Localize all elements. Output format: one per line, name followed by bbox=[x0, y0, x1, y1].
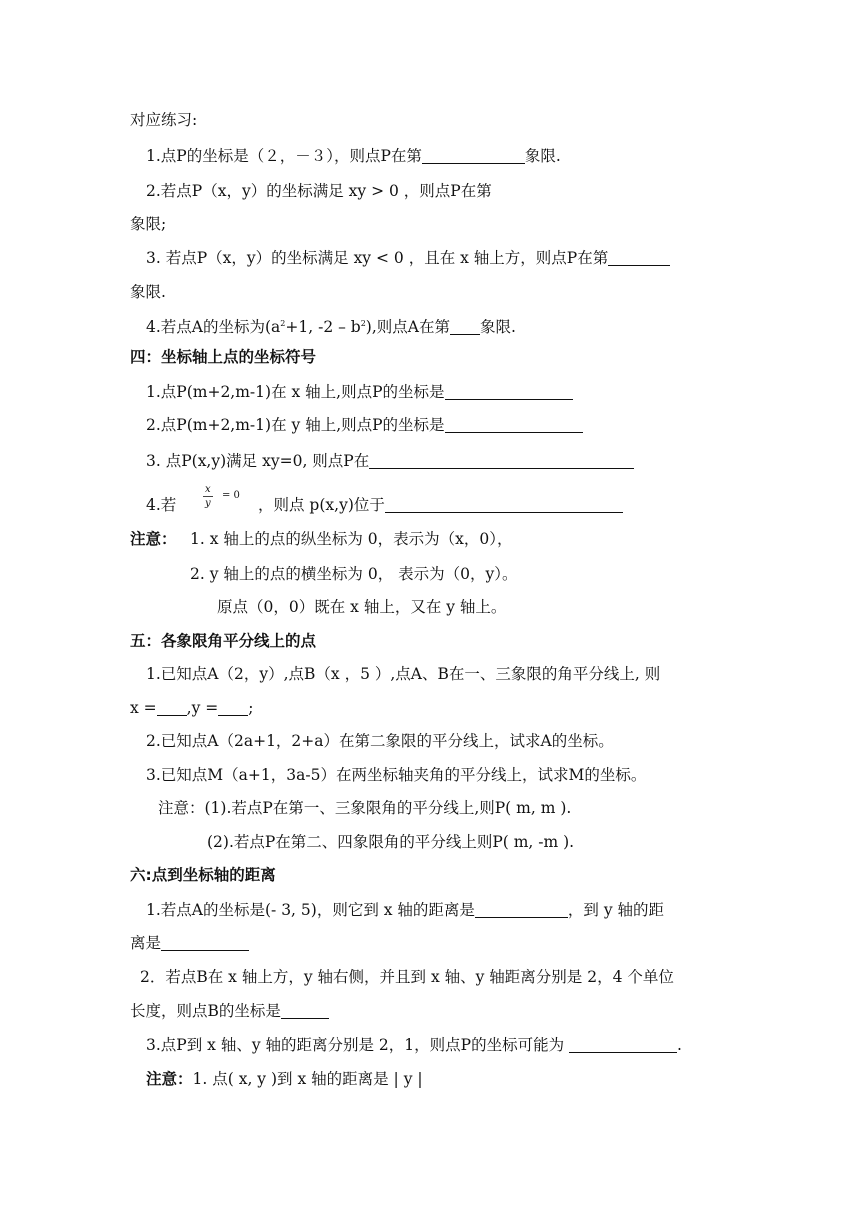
fraction-bar bbox=[203, 496, 213, 497]
s6-q2-line-2: 长度，则点B的坐标是 bbox=[130, 1000, 329, 1022]
practice-heading: 对应练习: bbox=[130, 111, 198, 129]
answer-blank[interactable] bbox=[281, 1002, 329, 1019]
section-4-title: 四：坐标轴上点的坐标符号 bbox=[130, 348, 317, 366]
practice-q3-tail: 象限. bbox=[130, 283, 166, 301]
s6-q3: 3.点P到 x 轴、y 轴的距离分别是 2，1，则点P的坐标可能为 . bbox=[146, 1036, 682, 1054]
s6-q2: 2．若点B在 x 轴上方，y 轴右侧，并且到 x 轴、y 轴距离分别是 2，4 个单位 bbox=[140, 968, 674, 986]
s5-note-2: (2).若点P在第二、四象限角的平分线上则P( m, -m ). bbox=[207, 833, 575, 851]
note-1-line-2: 2. y 轴上的点的横坐标为 0， 表示为（0，y）。 bbox=[190, 565, 518, 583]
practice-q3: 3. 若点P（x，y）的坐标满足 xy < 0 ，且在 x 轴上方，则点P在第 bbox=[146, 247, 670, 269]
s5-q3: 3.已知点M（a+1，3a-5）在两坐标轴夹角的平分线上，试求M的坐标。 bbox=[146, 766, 647, 784]
answer-blank[interactable] bbox=[608, 249, 670, 266]
note-1-line-1: 1. x 轴上的点的纵坐标为 0，表示为（x，0）， bbox=[190, 530, 513, 548]
answer-blank[interactable] bbox=[475, 901, 568, 918]
s6-q1-line-2: 离是 bbox=[130, 932, 249, 954]
section-6-title: 六:点到坐标轴的距离 bbox=[130, 866, 276, 884]
answer-blank[interactable] bbox=[157, 699, 187, 716]
s4-q4: ，则点 p(x,y)位于 bbox=[258, 494, 623, 516]
answer-blank[interactable] bbox=[369, 452, 634, 469]
note-1-label: 注意： bbox=[130, 530, 177, 548]
s4-q2: 2.点P(m+2,m-1)在 y 轴上,则点P的坐标是 bbox=[146, 414, 583, 436]
fraction-numerator: x bbox=[205, 484, 211, 495]
section-5-title: 五：各象限角平分线上的点 bbox=[130, 632, 317, 650]
s6-note: 注意：1. 点( x, y )到 x 轴的距离是 | y | bbox=[146, 1070, 423, 1088]
practice-q4: 4.若点A的坐标为($a^2+1$, $-2 - b^2$),则点A在第 象限. bbox=[146, 318, 516, 336]
fraction-equals: = 0 bbox=[222, 490, 240, 501]
fraction-denominator: y bbox=[205, 498, 211, 509]
s4-q4-pre: 4.若 bbox=[146, 496, 177, 514]
note-1-line-3: 原点（0，0）既在 x 轴上，又在 y 轴上。 bbox=[217, 598, 507, 616]
answer-blank[interactable] bbox=[445, 416, 583, 433]
answer-blank[interactable] bbox=[450, 318, 480, 335]
s6-q1: 1.若点A的坐标是(- 3, 5)，则它到 x 轴的距离是 ，到 y 轴的距 bbox=[146, 901, 665, 919]
s5-q1-line-2: x = ,y = ; bbox=[130, 699, 254, 717]
s4-q3: 3. 点P(x,y)满足 xy=0, 则点P在 bbox=[146, 450, 634, 472]
s5-q1: 1.已知点A（2，y）,点B（x ，5 ）,点A、B在一、三象限的角平分线上, 则 bbox=[146, 665, 661, 683]
answer-blank[interactable] bbox=[385, 496, 623, 513]
answer-blank[interactable] bbox=[422, 147, 525, 164]
practice-q2-tail: 象限; bbox=[130, 215, 167, 233]
answer-blank[interactable] bbox=[445, 383, 573, 400]
practice-q2: 2.若点P（x，y）的坐标满足 xy > 0 ，则点P在第 bbox=[146, 182, 492, 200]
answer-blank[interactable] bbox=[569, 1036, 677, 1053]
s5-q2: 2.已知点A（2a+1，2+a）在第二象限的平分线上，试求A的坐标。 bbox=[146, 732, 614, 750]
answer-blank[interactable] bbox=[161, 934, 249, 951]
practice-q1: 1.点P的坐标是（２，－３），则点P在第 象限. bbox=[146, 147, 561, 165]
s4-q1: 1.点P(m+2,m-1)在 x 轴上,则点P的坐标是 bbox=[146, 381, 573, 403]
answer-blank[interactable] bbox=[218, 699, 248, 716]
s5-note-1: 注意：(1).若点P在第一、三象限角的平分线上,则P( m, m ). bbox=[158, 799, 572, 817]
